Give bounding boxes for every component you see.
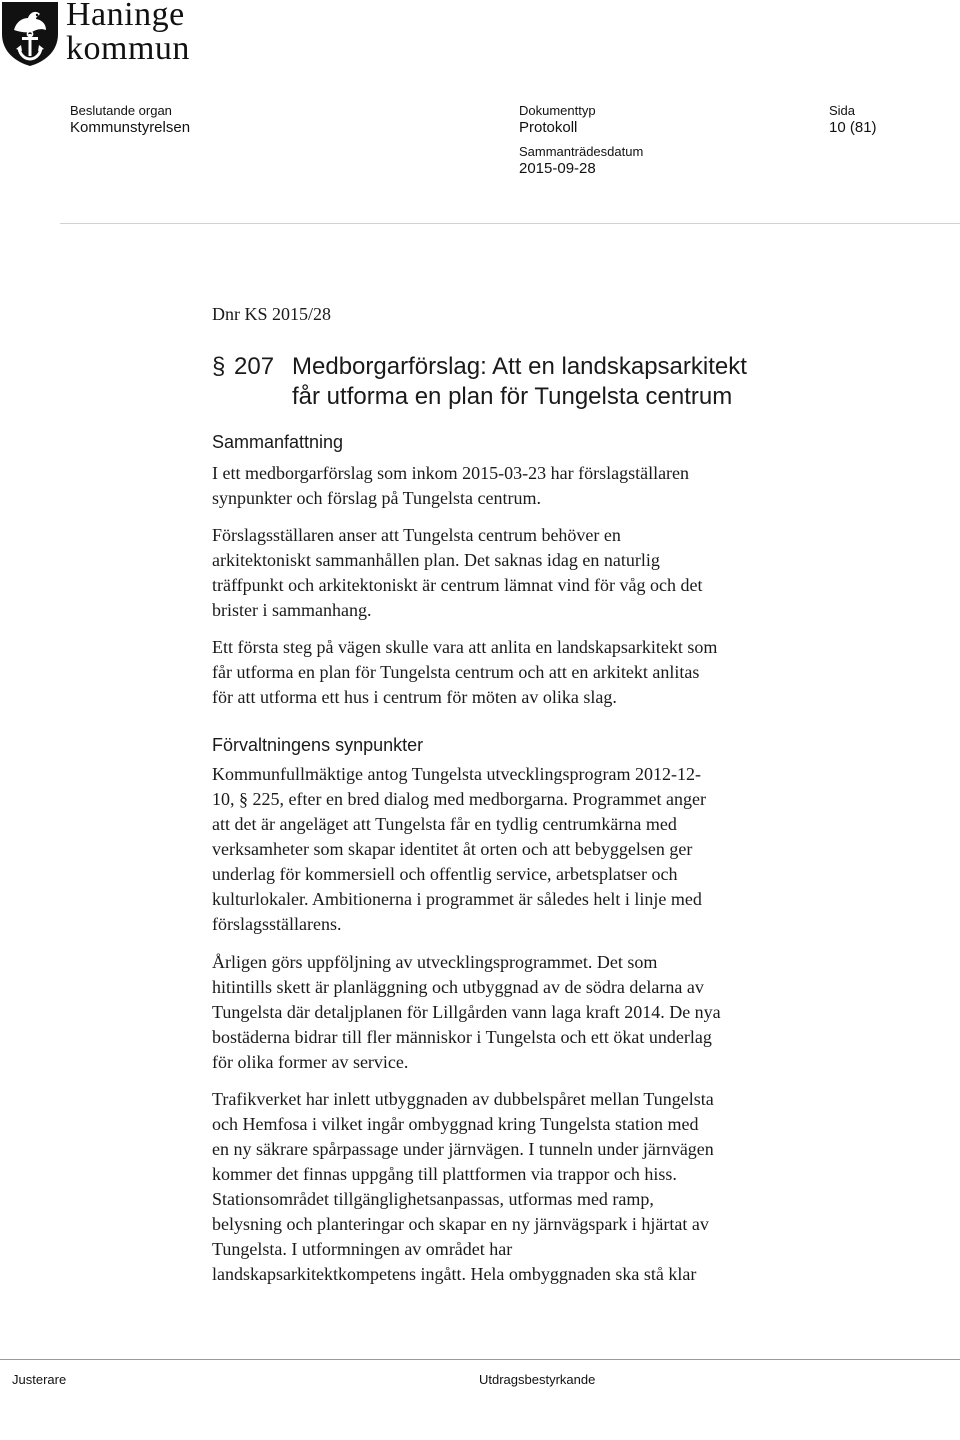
justerare-label: Justerare: [12, 1372, 67, 1387]
text-line: Stationsområdet tillgänglighetsanpassas, utformas med ramp,: [212, 1189, 654, 1209]
text-line: Trafikverket har inlett utbyggnaden av dubbelspåret mellan Tungelsta: [212, 1089, 714, 1109]
text-line: Tungelsta där detaljplanen för Lillgården vann laga kraft 2014. De nya: [212, 1002, 721, 1022]
title-line-2: får utforma en plan för Tungelsta centrum: [292, 383, 733, 410]
text-line: Kommunfullmäktige antog Tungelsta utvecklingsprogram 2012-12-: [212, 764, 701, 784]
date-value: 2015-09-28: [519, 160, 596, 177]
text-line: hitintills skett är planläggning och utbyggnad av de södra delarna av: [212, 977, 704, 997]
date-label: Sammanträdesdatum: [519, 144, 644, 159]
organ-label: Beslutande organ: [70, 103, 172, 118]
logo-line-1: Haninge: [66, 0, 185, 33]
summary-paragraph-3: [212, 635, 812, 710]
utdragsbestyrkande-label: Utdragsbestyrkande: [479, 1372, 596, 1387]
header-page: [829, 102, 877, 136]
text-line: brister i sammanhang.: [212, 600, 372, 620]
section-number: 207: [234, 353, 275, 380]
text-line: och Hemfosa i vilket ingår ombyggnad kring Tungelsta station med: [212, 1114, 699, 1134]
header-organ: [70, 102, 190, 136]
admin-paragraph-1: [212, 762, 812, 937]
footer-divider: [0, 1359, 960, 1360]
text-line: en ny säkrare spårpassage under järnvägen. I tunneln under järnvägen: [212, 1139, 714, 1159]
coat-of-arms-icon: [0, 0, 60, 66]
text-line: att det är angeläget att Tungelsta får en tydlig centrumkärna med: [212, 814, 677, 834]
admin-paragraph-2: [212, 950, 812, 1075]
header-divider: [60, 223, 960, 224]
text-line: underlag för kommersiell och offentlig service, arbetsplatser och: [212, 864, 678, 884]
title-line-1: Medborgarförslag: Att en landskapsarkitekt: [292, 353, 747, 380]
text-line: för att utforma ett hus i centrum för möten av olika slag.: [212, 687, 617, 707]
text-line: arkitektoniskt sammanhållen plan. Det saknas idag en naturlig: [212, 550, 660, 570]
text-line: belysning och planteringar och skapar en ny järnvägspark i hjärtat av: [212, 1214, 709, 1234]
text-line: Tungelsta. I utformningen av området har: [212, 1239, 513, 1259]
summary-paragraph-1: [212, 461, 812, 511]
summary-heading: Sammanfattning: [212, 432, 344, 452]
doctype-label: Dokumenttyp: [519, 103, 596, 118]
text-line: bostäderna bidrar till fler människor i Tungelsta och ett ökat underlag: [212, 1027, 712, 1047]
page-label: Sida: [829, 103, 856, 118]
text-line: I ett medborgarförslag som inkom 2015-03-23 har förslagställaren: [212, 463, 690, 483]
admin-heading: Förvaltningens synpunkter: [212, 735, 424, 755]
page-value: 10 (81): [829, 119, 877, 136]
admin-paragraph-3: [212, 1087, 812, 1287]
text-line: träffpunkt och arkitektoniskt är centrum lämnat vind för våg och det: [212, 575, 703, 595]
text-line: synpunkter och förslag på Tungelsta centrum.: [212, 488, 541, 508]
text-line: får utforma en plan för Tungelsta centrum och att en arkitekt anlitas: [212, 662, 700, 682]
text-line: landskapsarkitektkompetens ingått. Hela ombyggnaden ska stå klar: [212, 1264, 697, 1284]
text-line: kommer det finnas uppgång till plattformen via trappor och hiss.: [212, 1164, 677, 1184]
dnr: Dnr KS 2015/28: [212, 304, 332, 324]
text-line: för olika former av service.: [212, 1052, 409, 1072]
text-line: Ett första steg på vägen skulle vara att anlita en landskapsarkitekt som: [212, 637, 718, 657]
logo-line-2: kommun: [66, 30, 190, 67]
header-date: [519, 143, 643, 177]
text-line: Årligen görs uppföljning av utvecklingsprogrammet. Det som: [212, 952, 658, 972]
header-doctype: [519, 102, 596, 136]
text-line: Förslagsställaren anser att Tungelsta centrum behöver en: [212, 525, 621, 545]
section-sign: §: [212, 353, 226, 380]
text-line: kulturlokaler. Ambitionerna i programmet är således helt i linje med: [212, 889, 702, 909]
haninge-kommun-logo: [0, 0, 220, 70]
text-line: verksamheter som skapar identitet åt orten och att bebyggelsen ger: [212, 839, 693, 859]
summary-paragraph-2: [212, 523, 812, 623]
doctype-value: Protokoll: [519, 119, 578, 136]
text-line: 10, § 225, efter en bred dialog med medborgarna. Programmet anger: [212, 789, 707, 809]
organ-value: Kommunstyrelsen: [70, 119, 191, 136]
text-line: förslagsställarens.: [212, 914, 342, 934]
